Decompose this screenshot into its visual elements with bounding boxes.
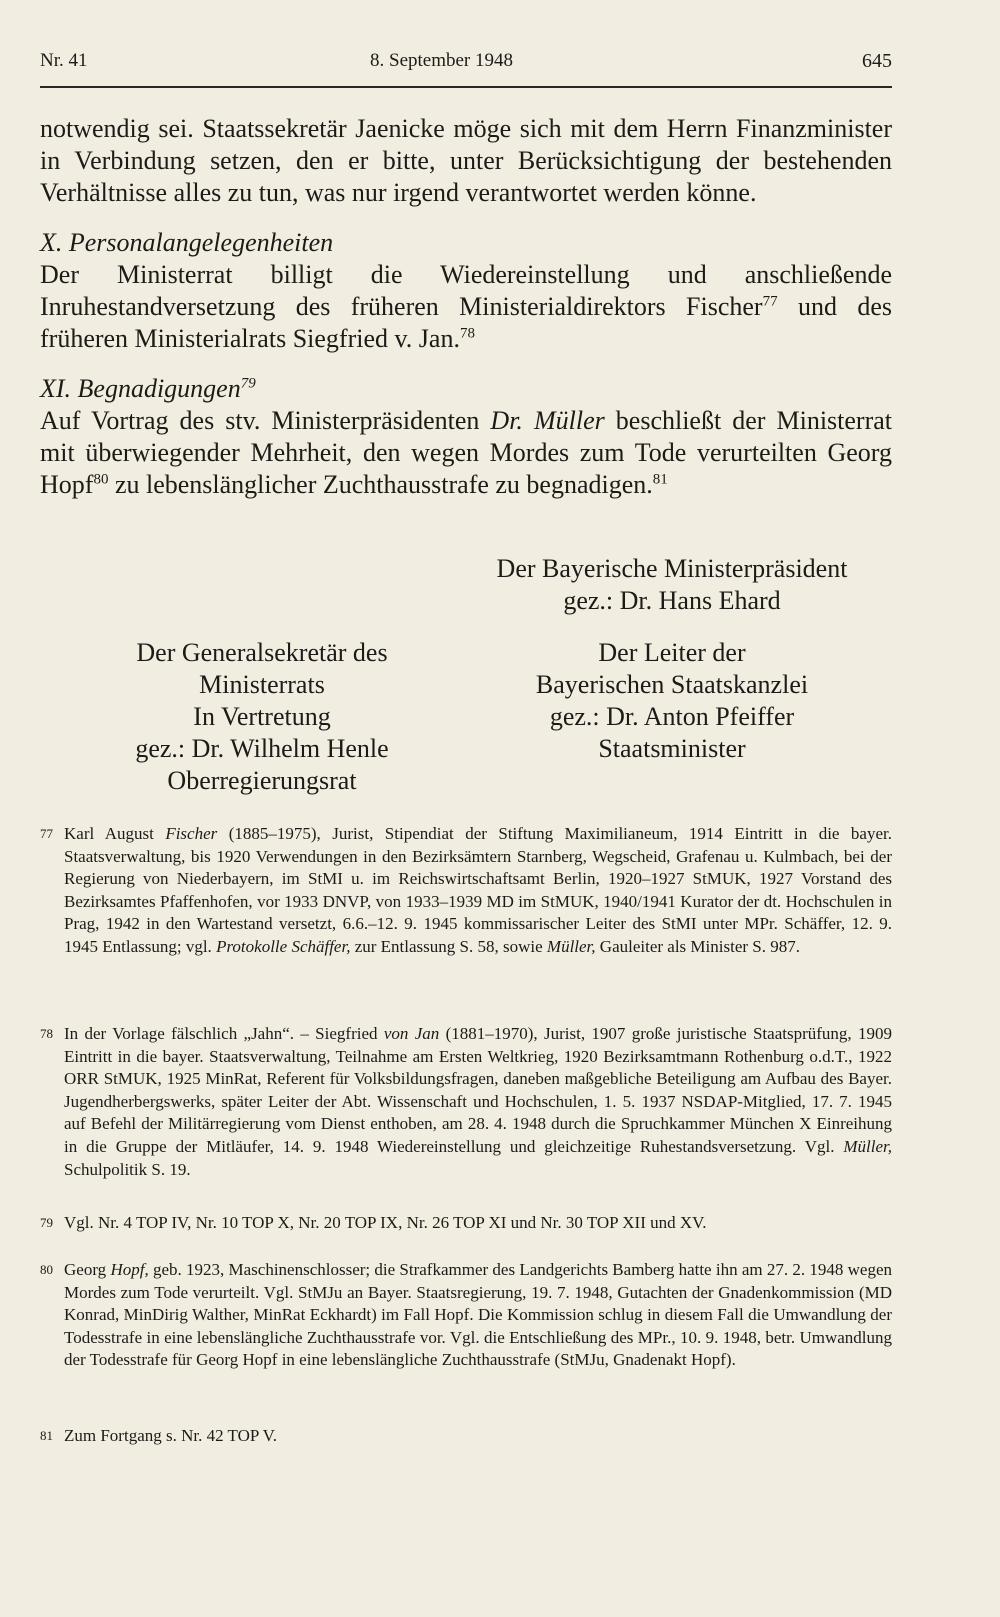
- document-number: Nr. 41: [40, 50, 88, 71]
- page-number: 645: [862, 50, 892, 72]
- paragraph-continuation: notwendig sei. Staatssekretär Jaenicke möge sich mit dem Herrn Finanzminister in Verbindung setzen, den er bitte, unter Berücksichtigung der bestehenden Verhältnisse alles zu tun, was nur irgend verantwortet werden könne.: [40, 114, 892, 207]
- footnote-79: 79 Vgl. Nr. 4 TOP IV, Nr. 10 TOP X, Nr. 20 TOP IX, Nr. 26 TOP XI und Nr. 30 TOP XII und XV.: [40, 1213, 707, 1232]
- section-heading-pardons: XI. Begnadigungen$^{79}$: [40, 374, 256, 403]
- footnote-81: 81 Zum Fortgang s. Nr. 42 TOP V.: [40, 1426, 278, 1445]
- footnote-80: 80 Georg Hopf, geb. 1923, Maschinenschlosser; die Strafkammer des Landgerichts Bamberg hatte ihn am 27. 2. 1948 wegen Mordes zum Tode verurteilt. Vgl. StMJu an Bayer. Staatsregierung, 19. 7. 1948, Gutachten der Gnadenkommission (MD Konrad, MinDirig Walther, MinRat Eckhardt) im Fall Hopf. Die Kommission schlug in diesem Fall die Umwandlung der Todesstrafe in eine lebenslängliche Zuchthausstrafe vor. Vgl. die Entschließung des MPr., 10. 9. 1948, betr. Umwandlung der Todesstrafe für Georg Hopf in eine lebenslängliche Zuchthausstrafe (StMJu, Gnadenakt Hopf).: [40, 1260, 892, 1370]
- footnote-ref-80: 80: [93, 471, 109, 488]
- footnote-78: 78 In der Vorlage fälschlich „Jahn“. – Siegfried von Jan (1881–1970), Jurist, 1907 große juristische Staatsprüfung, 1909 Eintritt in die bayer. Staatsverwaltung, Teilnahme am Ersten Weltkrieg, 1920 Bezirksamtmann Rothenburg o.d.T., 1922 ORR StMUK, 1925 MinRat, Referent für Volksbildungsfragen, daneben maßgebliche Beteiligung am Aufbau des Bayer. Jugendherbergswerks, später Leiter der Abt. Wissenschaft und Hochschulen, 1. 5. 1937 NSDAP-Mitglied, 17. 7. 1945 auf Befehl der Militärregierung vom Dienst enthoben, am 28. 4. 1948 durch die Spruchkammer München X Einreihung in die Gruppe der Mitläufer, 14. 9. 1948 Wiedereinstellung und gleichzeitige Ruhestandsversetzung. Vgl. Müller, Schulpolitik S. 19.: [40, 1024, 892, 1179]
- footnote-ref-77: 77: [762, 293, 778, 310]
- signature-secretary: Der Generalsekretär des Ministerrats In Vertretung gez.: Dr. Wilhelm Henle Oberregierungsrat: [135, 638, 389, 795]
- signature-president: Der Bayerische Ministerpräsident gez.: Dr. Hans Ehard: [496, 554, 848, 615]
- footnote-77: 77 Karl August Fischer (1885–1975), Jurist, Stipendiat der Stiftung Maximilianeum, 1914 Eintritt in die bayer. Staatsverwaltung, bis 1920 Verwendungen in den Bezirksämtern Starnberg, Wegscheid, Grafenau u. Kulmbach, bei der Regierung von Niederbayern, im StMI u. im Reichswirtschaftsamt Berlin, 1920–1927 StMUK, 1927 Vorstand des Bezirksamtes Pfaffenhofen, vor 1933 DNVP, von 1933–1939 MD im StMUK, 1940/1941 Kurator der dt. Hochschulen in Prag, 1942 in den Wartestand versetzt, 6.6.–12. 9. 1945 kommissarischer Leiter des StMI unter MPr. Schäffer, 12. 9. 1945 Entlassung; vgl. Protokolle Schäffer, zur Entlassung S. 58, sowie Müller, Gauleiter als Minister S. 987.: [40, 824, 892, 956]
- footnote-ref-81: 81: [652, 471, 668, 488]
- footnote-ref-79: 79: [240, 375, 256, 392]
- paragraph-personnel: Der Ministerrat billigt die Wiedereinstellung und anschließende Inruhestandversetzung des früheren Ministerialdirektors Fischer$^{77}$ und des früheren Ministerialrats Siegfried v. Jan.$^{78}$: [40, 260, 892, 353]
- speaker-name: Dr. Müller: [490, 406, 605, 435]
- footnote-ref-78: 78: [459, 325, 475, 342]
- signature-chancellery: Der Leiter der Bayerischen Staatskanzlei gez.: Dr. Anton Pfeiffer Staatsminister: [535, 638, 809, 763]
- session-date: 8. September 1948: [370, 50, 514, 71]
- header-rule: [40, 86, 892, 88]
- running-header: [40, 50, 892, 80]
- main-text: [40, 113, 892, 501]
- paragraph-pardons: Auf Vortrag des stv. Ministerpräsidenten Dr. Müller beschließt der Ministerrat mit überwiegender Mehrheit, den wegen Mordes zum Tode verurteilten Georg Hopf$^{80}$ zu lebenslänglicher Zuchthausstrafe zu begnadigen.$^{81}$: [40, 406, 892, 499]
- section-heading-personnel: X. Personalangelegenheiten: [40, 228, 334, 257]
